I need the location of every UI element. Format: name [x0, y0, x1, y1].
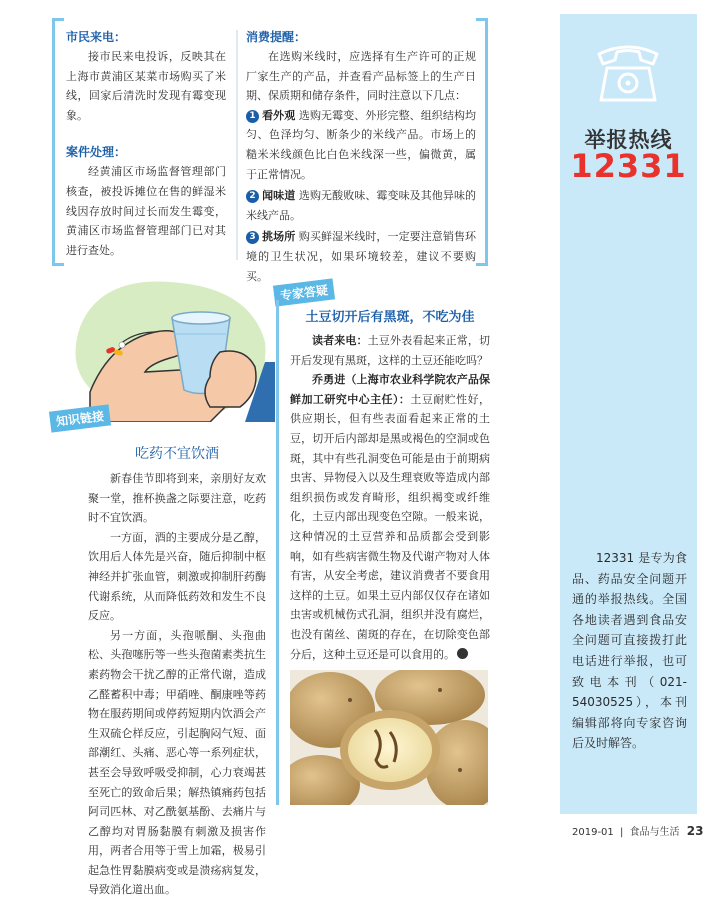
consumer-tips-section [246, 28, 476, 286]
reader-question [290, 331, 490, 370]
consumer-tips-intro: 在选购米线时，应选择有生产许可的正规厂家生产的产品，并查看产品标签上的生产日期、保质期和储存条件，同时注意以下几点： [246, 50, 476, 103]
knowledge-paragraph: 一方面，酒的主要成分是乙醇，饮用后人体先是兴奋，随后抑制中枢神经并扩张血管，刺激或抑制肝药酶代谢系统，从而降低药效和发生不良反应。 [88, 530, 266, 623]
telephone-icon [593, 38, 663, 106]
tip-title: 看外观 [262, 108, 296, 122]
end-mark-icon [457, 648, 468, 659]
citizen-call-text: 接市民来电投诉，反映其在上海市黄浦区某菜市场购买了米线，回家后清洗时发现有霉变现象。 [66, 50, 226, 122]
hotline-description: 12331 是专为食品、药品安全问题开通的举报热线。全国各地读者遇到食品安全问题可直接拨打此电话进行举报，也可致电本刊（021-54030525），本刊编辑部将向专家咨询后及时解答。 [572, 551, 687, 751]
potato-photo [290, 670, 488, 805]
expert-bracket [276, 300, 279, 805]
expert-label: 乔勇进（上海市农业科学院农产品保鲜加工研究中心主任）： [290, 373, 490, 406]
potato-icon [290, 670, 488, 805]
number-badge: 2 [246, 190, 259, 203]
number-badge: 1 [246, 110, 259, 123]
tip-item [246, 227, 476, 286]
expert-section [290, 306, 490, 664]
expert-text: 土豆耐贮性好，供应期长，但有些表面看起来正常的土豆，切开后内部却是黑或褐色的空洞或色斑，其中有些孔洞变色可能是由于前期病虫害、异物侵入以及生理衰败等造成内部组织损伤或发育畸形，组织褐变或纤维化，土豆内部出现变色空隙。一般来说，这种情况的土豆营养和品质都会受到影响，如有些病害微生物及代谢产物对人体有害，从安全考虑，建议消费者不要食用这样的土豆。如果土豆内部仅仅存在诸如虫害或机械伤式孔洞，组织并没有腐烂，也没有菌丝、菌斑的存在，在切除变色部分后，这种土豆还是可以食用的。 [290, 392, 491, 661]
tip-text: 选购无酸败味、霉变味及其他异味的米线产品。 [246, 189, 477, 222]
tip-item [246, 106, 476, 184]
reader-label: 读者来电： [312, 334, 368, 347]
tip-item [246, 186, 476, 225]
citizen-call-section [66, 28, 226, 260]
page-footer [572, 823, 703, 838]
hand-with-pills-icon [60, 272, 275, 422]
issue-number: 2019-01 [572, 827, 614, 838]
expert-tag: 专家答疑 [273, 278, 335, 306]
hotline-title: 举报热线 [584, 128, 673, 152]
number-badge: 3 [246, 231, 259, 244]
knowledge-paragraph: 新春佳节即将到来，亲朋好友欢聚一堂，推杯换盏之际要注意，吃药时不宜饮酒。 [88, 472, 266, 525]
citizen-call-heading: 市民来电： [66, 30, 127, 44]
knowledge-paragraph: 另一方面，头孢哌酮、头孢曲松、头孢噻肟等一些头孢菌素类抗生素药物会干扰乙醇的正常代谢，造成乙醛蓄积中毒；甲硝唑、酮康唑等药物在服药期间或停药短期内饮酒会产生双硫仑样反应，引起胸闷气短、面部潮红、头痛、恶心等一系列症状，甚至会导致呼吸受抑制，心力衰竭甚至死亡的致命后果；解热镇痛药包括阿司匹林、对乙酰氨基酚、去痛片与乙醇均对胃肠黏膜有刺激及损害作用，两者合用等于雪上加霜，极易引起急性胃黏膜病变或是溃疡病复发，导致消化道出血。 [88, 628, 266, 897]
expert-title: 土豆切开后有黑斑，不吃为佳 [305, 310, 475, 325]
consumer-tips-heading: 消费提醒： [246, 30, 307, 44]
expert-answer [290, 370, 490, 664]
tip-title: 挑场所 [262, 230, 296, 244]
hotline-number: 12331 [570, 147, 687, 185]
case-handling-text: 经黄浦区市场监督管理部门核查，被投诉摊位在售的鲜湿米线因存放时间过长而发生霉变，黄浦区市场监督管理部门已对其进行查处。 [66, 165, 226, 257]
tip-text: 购买鲜湿米线时，一定要注意销售环境的卫生状况，如果环境较差，建议不要购买。 [246, 230, 477, 283]
reader-text: 土豆外表看起来正常，切开后发现有黑斑，这样的土豆还能吃吗？ [290, 334, 491, 367]
pills-and-water-illustration [60, 272, 275, 422]
knowledge-title: 吃药不宜饮酒 [135, 446, 219, 462]
case-handling-heading: 案件处理： [66, 145, 127, 160]
magazine-name: 食品与生活 [629, 827, 680, 838]
knowledge-tag: 知识链接 [49, 404, 111, 432]
tip-title: 闻味道 [262, 189, 296, 203]
footer-separator: | [619, 827, 624, 838]
page-number: 23 [686, 824, 704, 838]
tip-text: 选购无霉变、外形完整、组织结构均匀、色泽均匀、断条少的米线产品。市场上的糙米米线颜色比白色米线深一些，偏微黄，属于正常情况。 [246, 108, 477, 181]
knowledge-section [88, 443, 266, 900]
